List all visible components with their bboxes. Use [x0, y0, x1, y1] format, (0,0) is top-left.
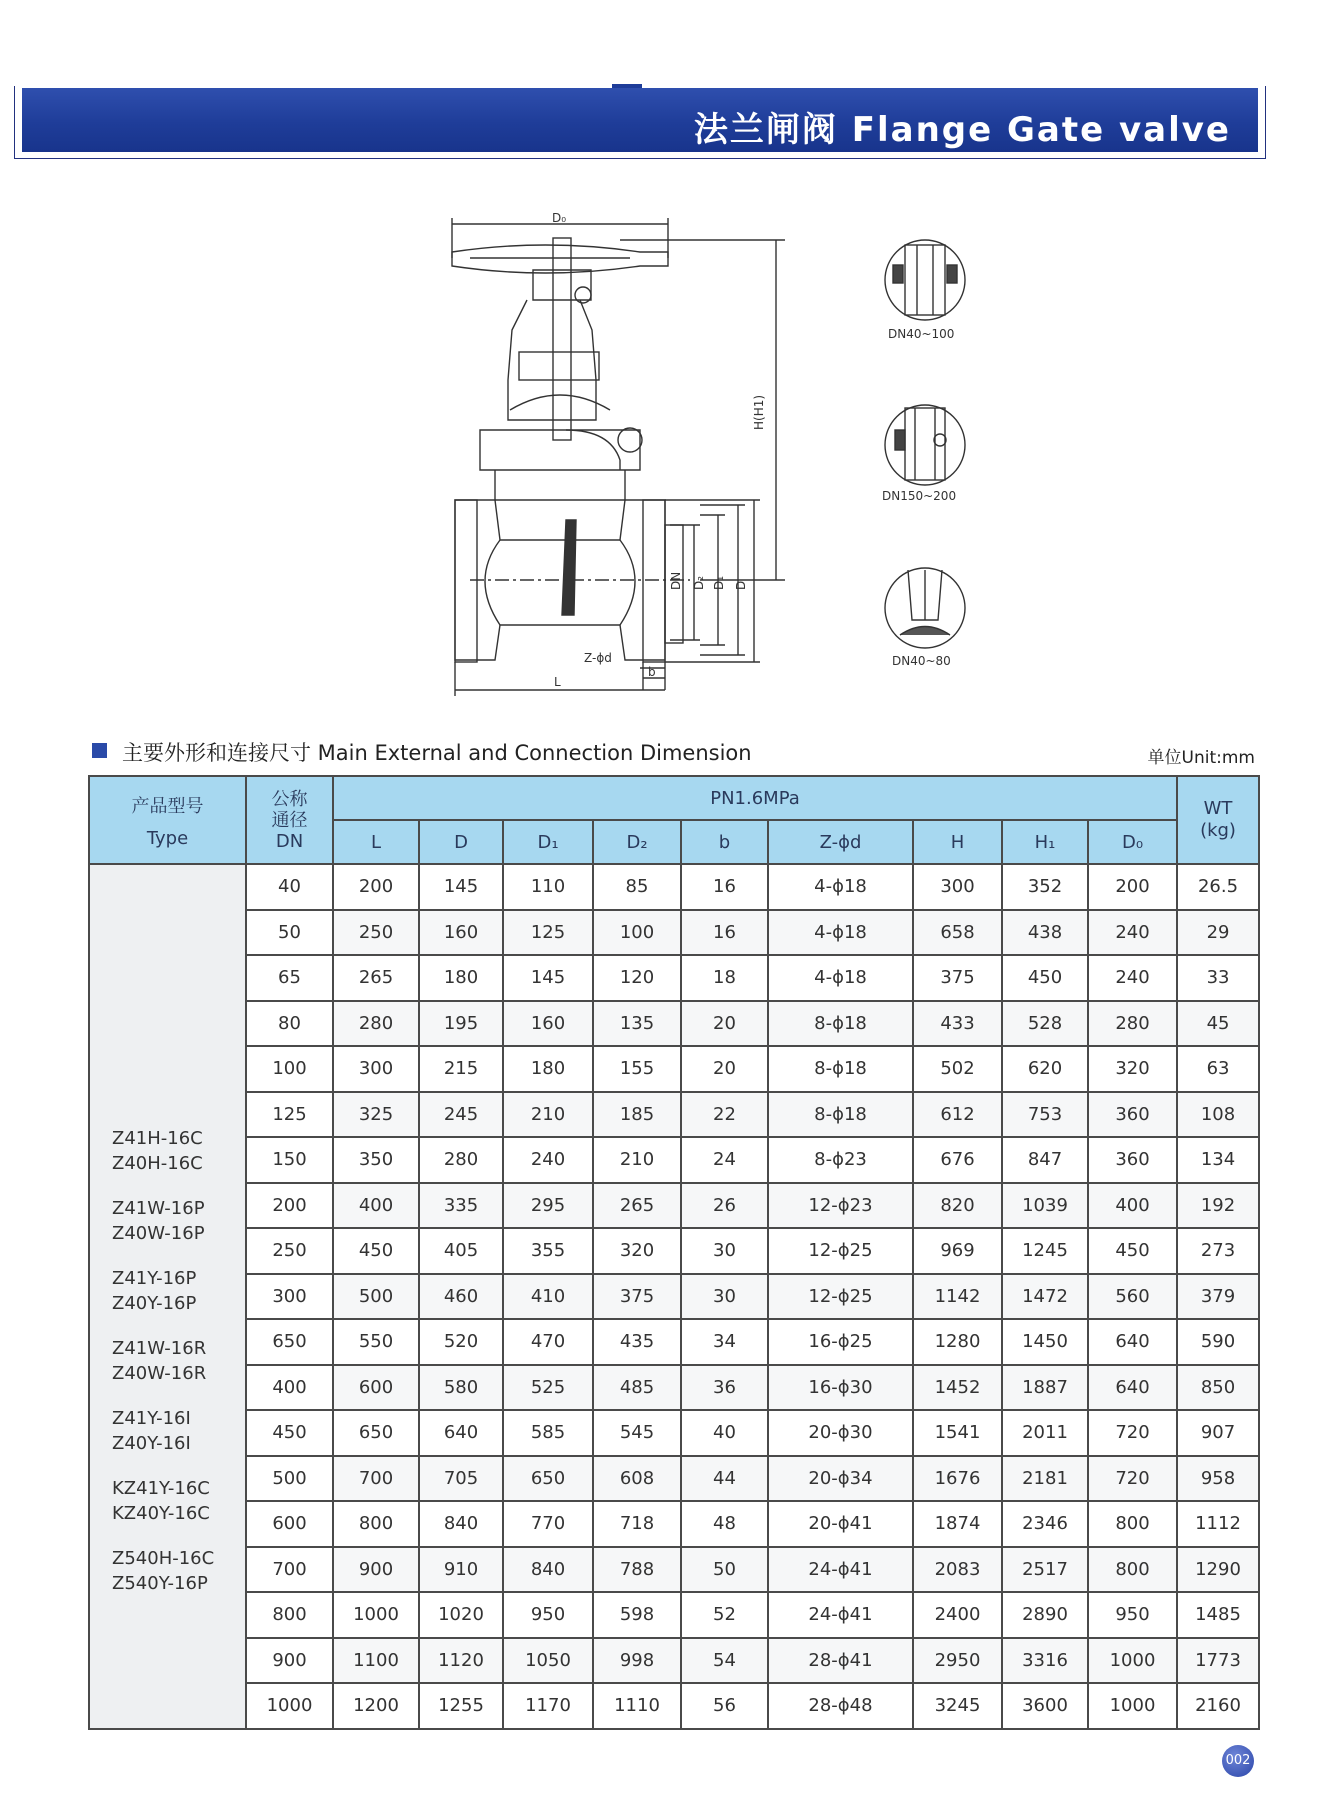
cell-H1: 2346	[1002, 1501, 1088, 1547]
table-row	[89, 1410, 1259, 1456]
cell-Zd: 28-ϕ41	[768, 1638, 913, 1684]
cell-H1: 3316	[1002, 1638, 1088, 1684]
cell-H1: 753	[1002, 1092, 1088, 1138]
cell-dn: 400	[246, 1365, 333, 1411]
detail-dn150-200	[885, 405, 965, 485]
cell-D2: 320	[593, 1228, 681, 1274]
cell-dn: 250	[246, 1228, 333, 1274]
cell-H: 300	[913, 864, 1002, 910]
cell-dn: 500	[246, 1456, 333, 1502]
cell-D: 180	[419, 955, 503, 1001]
cell-b: 30	[681, 1274, 768, 1320]
header-D2: D₂	[593, 820, 681, 864]
cell-H1: 2011	[1002, 1410, 1088, 1456]
cell-Zd: 8-ϕ23	[768, 1137, 913, 1183]
cell-Zd: 16-ϕ25	[768, 1319, 913, 1365]
cell-b: 36	[681, 1365, 768, 1411]
header-wt: WT (kg)	[1177, 776, 1259, 864]
cell-D0: 1000	[1088, 1683, 1177, 1729]
cell-D1: 770	[503, 1501, 593, 1547]
handwheel	[452, 245, 668, 273]
cell-D2: 485	[593, 1365, 681, 1411]
cell-L: 280	[333, 1001, 419, 1047]
cell-D: 405	[419, 1228, 503, 1274]
cell-dn: 900	[246, 1638, 333, 1684]
cell-D0: 720	[1088, 1410, 1177, 1456]
cell-H1: 2181	[1002, 1456, 1088, 1502]
cell-D: 460	[419, 1274, 503, 1320]
page-number: 002	[1222, 1745, 1254, 1777]
cell-Zd: 4-ϕ18	[768, 910, 913, 956]
cell-wt: 2160	[1177, 1683, 1259, 1729]
cell-dn: 650	[246, 1319, 333, 1365]
cell-b: 22	[681, 1092, 768, 1138]
cell-L: 400	[333, 1183, 419, 1229]
cell-D0: 240	[1088, 955, 1177, 1001]
header-H: H	[913, 820, 1002, 864]
type-model: Z540H-16C	[112, 1548, 215, 1570]
cell-b: 18	[681, 955, 768, 1001]
type-group	[112, 1476, 245, 1526]
table-row	[89, 1046, 1259, 1092]
cell-wt: 29	[1177, 910, 1259, 956]
cell-D2: 435	[593, 1319, 681, 1365]
b-label: b	[648, 665, 656, 679]
cell-dn: 1000	[246, 1683, 333, 1729]
cell-D0: 400	[1088, 1183, 1177, 1229]
valve-drawing	[0, 0, 1331, 720]
cell-H: 676	[913, 1137, 1002, 1183]
cell-wt: 379	[1177, 1274, 1259, 1320]
detail-dn40-80	[885, 568, 965, 648]
cell-D2: 1110	[593, 1683, 681, 1729]
table-body	[89, 864, 1259, 1729]
cell-Zd: 12-ϕ25	[768, 1274, 913, 1320]
cell-dn: 600	[246, 1501, 333, 1547]
cell-D0: 800	[1088, 1501, 1177, 1547]
cell-D0: 200	[1088, 864, 1177, 910]
cell-H: 820	[913, 1183, 1002, 1229]
cell-D: 245	[419, 1092, 503, 1138]
cell-H: 1676	[913, 1456, 1002, 1502]
table-row	[89, 1183, 1259, 1229]
cell-L: 550	[333, 1319, 419, 1365]
cell-dn: 700	[246, 1547, 333, 1593]
cell-Zd: 12-ϕ25	[768, 1228, 913, 1274]
header-type-en: Type	[146, 827, 189, 849]
header-H1: H₁	[1002, 820, 1088, 864]
type-group	[112, 1126, 245, 1176]
right-flange	[643, 500, 665, 662]
cell-wt: 958	[1177, 1456, 1259, 1502]
z-phi-d-label: Z-ϕd	[584, 651, 612, 665]
cell-H1: 352	[1002, 864, 1088, 910]
cell-L: 450	[333, 1228, 419, 1274]
cell-D2: 120	[593, 955, 681, 1001]
cell-H1: 1245	[1002, 1228, 1088, 1274]
type-model: KZ40Y-16C	[112, 1503, 210, 1525]
cell-H1: 2517	[1002, 1547, 1088, 1593]
cell-H1: 1887	[1002, 1365, 1088, 1411]
cell-D0: 280	[1088, 1001, 1177, 1047]
cell-b: 26	[681, 1183, 768, 1229]
cell-D2: 265	[593, 1183, 681, 1229]
cell-D2: 100	[593, 910, 681, 956]
cell-wt: 45	[1177, 1001, 1259, 1047]
cell-D: 160	[419, 910, 503, 956]
cell-D2: 155	[593, 1046, 681, 1092]
cell-D0: 360	[1088, 1092, 1177, 1138]
cell-wt: 273	[1177, 1228, 1259, 1274]
cell-dn: 100	[246, 1046, 333, 1092]
header-dn-cn: 公称通径	[271, 788, 308, 831]
cell-L: 1000	[333, 1592, 419, 1638]
cell-Zd: 16-ϕ30	[768, 1365, 913, 1411]
dn-label: DN	[669, 571, 683, 590]
cell-dn: 200	[246, 1183, 333, 1229]
cell-D2: 788	[593, 1547, 681, 1593]
do-label: D₀	[552, 211, 567, 225]
cell-H1: 1039	[1002, 1183, 1088, 1229]
table-row	[89, 1092, 1259, 1138]
section-title: 主要外形和连接尺寸 Main External and Connection Dimension	[122, 741, 752, 765]
cell-b: 54	[681, 1638, 768, 1684]
cell-D: 1120	[419, 1638, 503, 1684]
cell-D1: 180	[503, 1046, 593, 1092]
header-D: D	[419, 820, 503, 864]
cell-wt: 850	[1177, 1365, 1259, 1411]
unit-label: 单位Unit:mm	[1147, 748, 1255, 768]
cell-Zd: 28-ϕ48	[768, 1683, 913, 1729]
cell-H: 612	[913, 1092, 1002, 1138]
type-group	[112, 1266, 245, 1316]
cell-Zd: 8-ϕ18	[768, 1046, 913, 1092]
type-model: Z40W-16P	[112, 1223, 205, 1245]
table-row	[89, 864, 1259, 910]
cell-dn: 65	[246, 955, 333, 1001]
cell-L: 500	[333, 1274, 419, 1320]
cell-L: 265	[333, 955, 419, 1001]
cell-D0: 360	[1088, 1137, 1177, 1183]
cell-wt: 590	[1177, 1319, 1259, 1365]
cell-Zd: 24-ϕ41	[768, 1547, 913, 1593]
type-model: Z40Y-16P	[112, 1293, 197, 1315]
header-D1: D₁	[503, 820, 593, 864]
cell-D: 195	[419, 1001, 503, 1047]
cell-L: 600	[333, 1365, 419, 1411]
cell-D0: 320	[1088, 1046, 1177, 1092]
cell-wt: 1773	[1177, 1638, 1259, 1684]
cell-H: 1280	[913, 1319, 1002, 1365]
cell-D1: 110	[503, 864, 593, 910]
cell-D0: 240	[1088, 910, 1177, 956]
cell-dn: 800	[246, 1592, 333, 1638]
cell-dn: 125	[246, 1092, 333, 1138]
cell-D1: 470	[503, 1319, 593, 1365]
cell-wt: 63	[1177, 1046, 1259, 1092]
cell-D: 580	[419, 1365, 503, 1411]
header-Zd: Z-ϕd	[768, 820, 913, 864]
cell-H: 375	[913, 955, 1002, 1001]
type-model: Z41W-16P	[112, 1198, 205, 1220]
cell-b: 20	[681, 1001, 768, 1047]
cell-D1: 125	[503, 910, 593, 956]
cell-Zd: 20-ϕ41	[768, 1501, 913, 1547]
cell-wt: 1290	[1177, 1547, 1259, 1593]
cell-H: 1142	[913, 1274, 1002, 1320]
cell-L: 1100	[333, 1638, 419, 1684]
header-b: b	[681, 820, 768, 864]
table-row	[89, 1137, 1259, 1183]
cell-b: 34	[681, 1319, 768, 1365]
cell-wt: 134	[1177, 1137, 1259, 1183]
cell-L: 250	[333, 910, 419, 956]
cell-D0: 640	[1088, 1365, 1177, 1411]
cell-b: 44	[681, 1456, 768, 1502]
detail-dn40-100	[885, 240, 965, 320]
cell-H: 433	[913, 1001, 1002, 1047]
cell-L: 800	[333, 1501, 419, 1547]
cell-D1: 355	[503, 1228, 593, 1274]
cell-D2: 998	[593, 1638, 681, 1684]
header-pressure: PN1.6MPa	[333, 776, 1177, 820]
type-group	[112, 1336, 245, 1386]
type-group	[112, 1406, 245, 1456]
cell-D1: 410	[503, 1274, 593, 1320]
cell-H1: 3600	[1002, 1683, 1088, 1729]
cell-wt: 33	[1177, 955, 1259, 1001]
cell-D0: 450	[1088, 1228, 1177, 1274]
detail-label-3: DN40~80	[892, 654, 951, 668]
cell-D0: 640	[1088, 1319, 1177, 1365]
cell-Zd: 4-ϕ18	[768, 864, 913, 910]
cell-D1: 295	[503, 1183, 593, 1229]
detail-label-1: DN40~100	[888, 327, 955, 341]
type-model: Z41Y-16P	[112, 1268, 197, 1290]
cell-dn: 450	[246, 1410, 333, 1456]
header-L: L	[333, 820, 419, 864]
cell-D2: 135	[593, 1001, 681, 1047]
type-model: Z40Y-16I	[112, 1433, 191, 1455]
cell-D: 840	[419, 1501, 503, 1547]
cell-wt: 192	[1177, 1183, 1259, 1229]
type-model: Z40H-16C	[112, 1153, 203, 1175]
cell-b: 20	[681, 1046, 768, 1092]
header-dn-en: DN	[275, 830, 304, 852]
cell-H: 1874	[913, 1501, 1002, 1547]
table-row	[89, 1365, 1259, 1411]
type-group	[112, 1196, 245, 1246]
cell-D: 335	[419, 1183, 503, 1229]
table-row	[89, 955, 1259, 1001]
cell-D: 215	[419, 1046, 503, 1092]
table-row	[89, 1319, 1259, 1365]
cell-L: 350	[333, 1137, 419, 1183]
cell-H1: 620	[1002, 1046, 1088, 1092]
cell-L: 1200	[333, 1683, 419, 1729]
table-row	[89, 1228, 1259, 1274]
table-row	[89, 1547, 1259, 1593]
cell-Zd: 24-ϕ41	[768, 1592, 913, 1638]
cell-D0: 720	[1088, 1456, 1177, 1502]
type-list-cell	[89, 864, 246, 1729]
cell-H1: 450	[1002, 955, 1088, 1001]
cell-b: 48	[681, 1501, 768, 1547]
d1-label: D₁	[712, 575, 726, 590]
table-row	[89, 1456, 1259, 1502]
cell-H: 3245	[913, 1683, 1002, 1729]
cell-D: 280	[419, 1137, 503, 1183]
cell-D: 910	[419, 1547, 503, 1593]
cell-D1: 240	[503, 1137, 593, 1183]
cell-Zd: 20-ϕ30	[768, 1410, 913, 1456]
cell-D2: 608	[593, 1456, 681, 1502]
cell-H1: 2890	[1002, 1592, 1088, 1638]
cell-H1: 847	[1002, 1137, 1088, 1183]
type-model: Z540Y-16P	[112, 1573, 208, 1595]
cell-D2: 598	[593, 1592, 681, 1638]
cell-dn: 150	[246, 1137, 333, 1183]
table-row	[89, 1638, 1259, 1684]
cell-D: 145	[419, 864, 503, 910]
cell-D: 1255	[419, 1683, 503, 1729]
cell-H: 969	[913, 1228, 1002, 1274]
h-label: H(H1)	[752, 394, 766, 430]
cell-D1: 1050	[503, 1638, 593, 1684]
cell-b: 30	[681, 1228, 768, 1274]
cell-b: 24	[681, 1137, 768, 1183]
type-model: KZ41Y-16C	[112, 1478, 210, 1500]
cell-L: 900	[333, 1547, 419, 1593]
table-row	[89, 1683, 1259, 1729]
header-type-cn: 产品型号	[131, 795, 204, 817]
d-label: D	[734, 580, 748, 590]
cell-D1: 145	[503, 955, 593, 1001]
cell-wt: 26.5	[1177, 864, 1259, 910]
cell-D1: 840	[503, 1547, 593, 1593]
cell-D2: 375	[593, 1274, 681, 1320]
cell-H1: 1450	[1002, 1319, 1088, 1365]
cell-dn: 40	[246, 864, 333, 910]
table-row	[89, 1592, 1259, 1638]
cell-L: 650	[333, 1410, 419, 1456]
cell-D: 520	[419, 1319, 503, 1365]
cell-D1: 585	[503, 1410, 593, 1456]
cell-D2: 85	[593, 864, 681, 910]
d2-label: D₂	[692, 575, 706, 590]
cell-L: 325	[333, 1092, 419, 1138]
cell-D: 705	[419, 1456, 503, 1502]
cell-L: 200	[333, 864, 419, 910]
cell-L: 700	[333, 1456, 419, 1502]
cell-dn: 300	[246, 1274, 333, 1320]
type-model: Z41H-16C	[112, 1128, 203, 1150]
cell-D1: 210	[503, 1092, 593, 1138]
cell-D1: 160	[503, 1001, 593, 1047]
cell-D0: 950	[1088, 1592, 1177, 1638]
cell-D1: 1170	[503, 1683, 593, 1729]
type-model: Z41W-16R	[112, 1338, 207, 1360]
cell-D2: 210	[593, 1137, 681, 1183]
cell-D0: 1000	[1088, 1638, 1177, 1684]
type-model: Z41Y-16I	[112, 1408, 191, 1430]
cell-H: 502	[913, 1046, 1002, 1092]
cell-D2: 545	[593, 1410, 681, 1456]
cell-H: 2950	[913, 1638, 1002, 1684]
cell-D1: 950	[503, 1592, 593, 1638]
table-row	[89, 1274, 1259, 1320]
cell-wt: 1112	[1177, 1501, 1259, 1547]
cell-H: 1541	[913, 1410, 1002, 1456]
cell-Zd: 12-ϕ23	[768, 1183, 913, 1229]
header-dn	[246, 776, 333, 864]
table-row	[89, 1501, 1259, 1547]
type-model: Z40W-16R	[112, 1363, 207, 1385]
cell-H1: 1472	[1002, 1274, 1088, 1320]
cell-b: 52	[681, 1592, 768, 1638]
table-row	[89, 1001, 1259, 1047]
cell-Zd: 20-ϕ34	[768, 1456, 913, 1502]
cell-dn: 80	[246, 1001, 333, 1047]
cell-H: 1452	[913, 1365, 1002, 1411]
cell-D1: 525	[503, 1365, 593, 1411]
cell-Zd: 4-ϕ18	[768, 955, 913, 1001]
cell-D0: 800	[1088, 1547, 1177, 1593]
type-group	[112, 1546, 245, 1596]
cell-H: 2400	[913, 1592, 1002, 1638]
cell-H1: 438	[1002, 910, 1088, 956]
cell-b: 40	[681, 1410, 768, 1456]
cell-wt: 1485	[1177, 1592, 1259, 1638]
cell-Zd: 8-ϕ18	[768, 1001, 913, 1047]
cell-b: 16	[681, 910, 768, 956]
cell-D: 640	[419, 1410, 503, 1456]
cell-b: 16	[681, 864, 768, 910]
l-label: L	[554, 675, 561, 689]
cell-b: 56	[681, 1683, 768, 1729]
cell-H: 658	[913, 910, 1002, 956]
cell-H: 2083	[913, 1547, 1002, 1593]
cell-Zd: 8-ϕ18	[768, 1092, 913, 1138]
section-bullet	[92, 743, 107, 758]
left-flange	[455, 500, 477, 662]
page-title: 法兰闸阀 Flange Gate valve	[693, 110, 1231, 150]
cell-D0: 560	[1088, 1274, 1177, 1320]
cell-H1: 528	[1002, 1001, 1088, 1047]
cell-L: 300	[333, 1046, 419, 1092]
cell-dn: 50	[246, 910, 333, 956]
cell-wt: 907	[1177, 1410, 1259, 1456]
cell-D2: 185	[593, 1092, 681, 1138]
cell-D1: 650	[503, 1456, 593, 1502]
cell-D: 1020	[419, 1592, 503, 1638]
cell-D2: 718	[593, 1501, 681, 1547]
cell-b: 50	[681, 1547, 768, 1593]
table-row	[89, 910, 1259, 956]
dimension-table	[88, 775, 1260, 1730]
header-type	[89, 776, 246, 864]
header-D0: D₀	[1088, 820, 1177, 864]
detail-label-2: DN150~200	[882, 489, 957, 503]
cell-wt: 108	[1177, 1092, 1259, 1138]
